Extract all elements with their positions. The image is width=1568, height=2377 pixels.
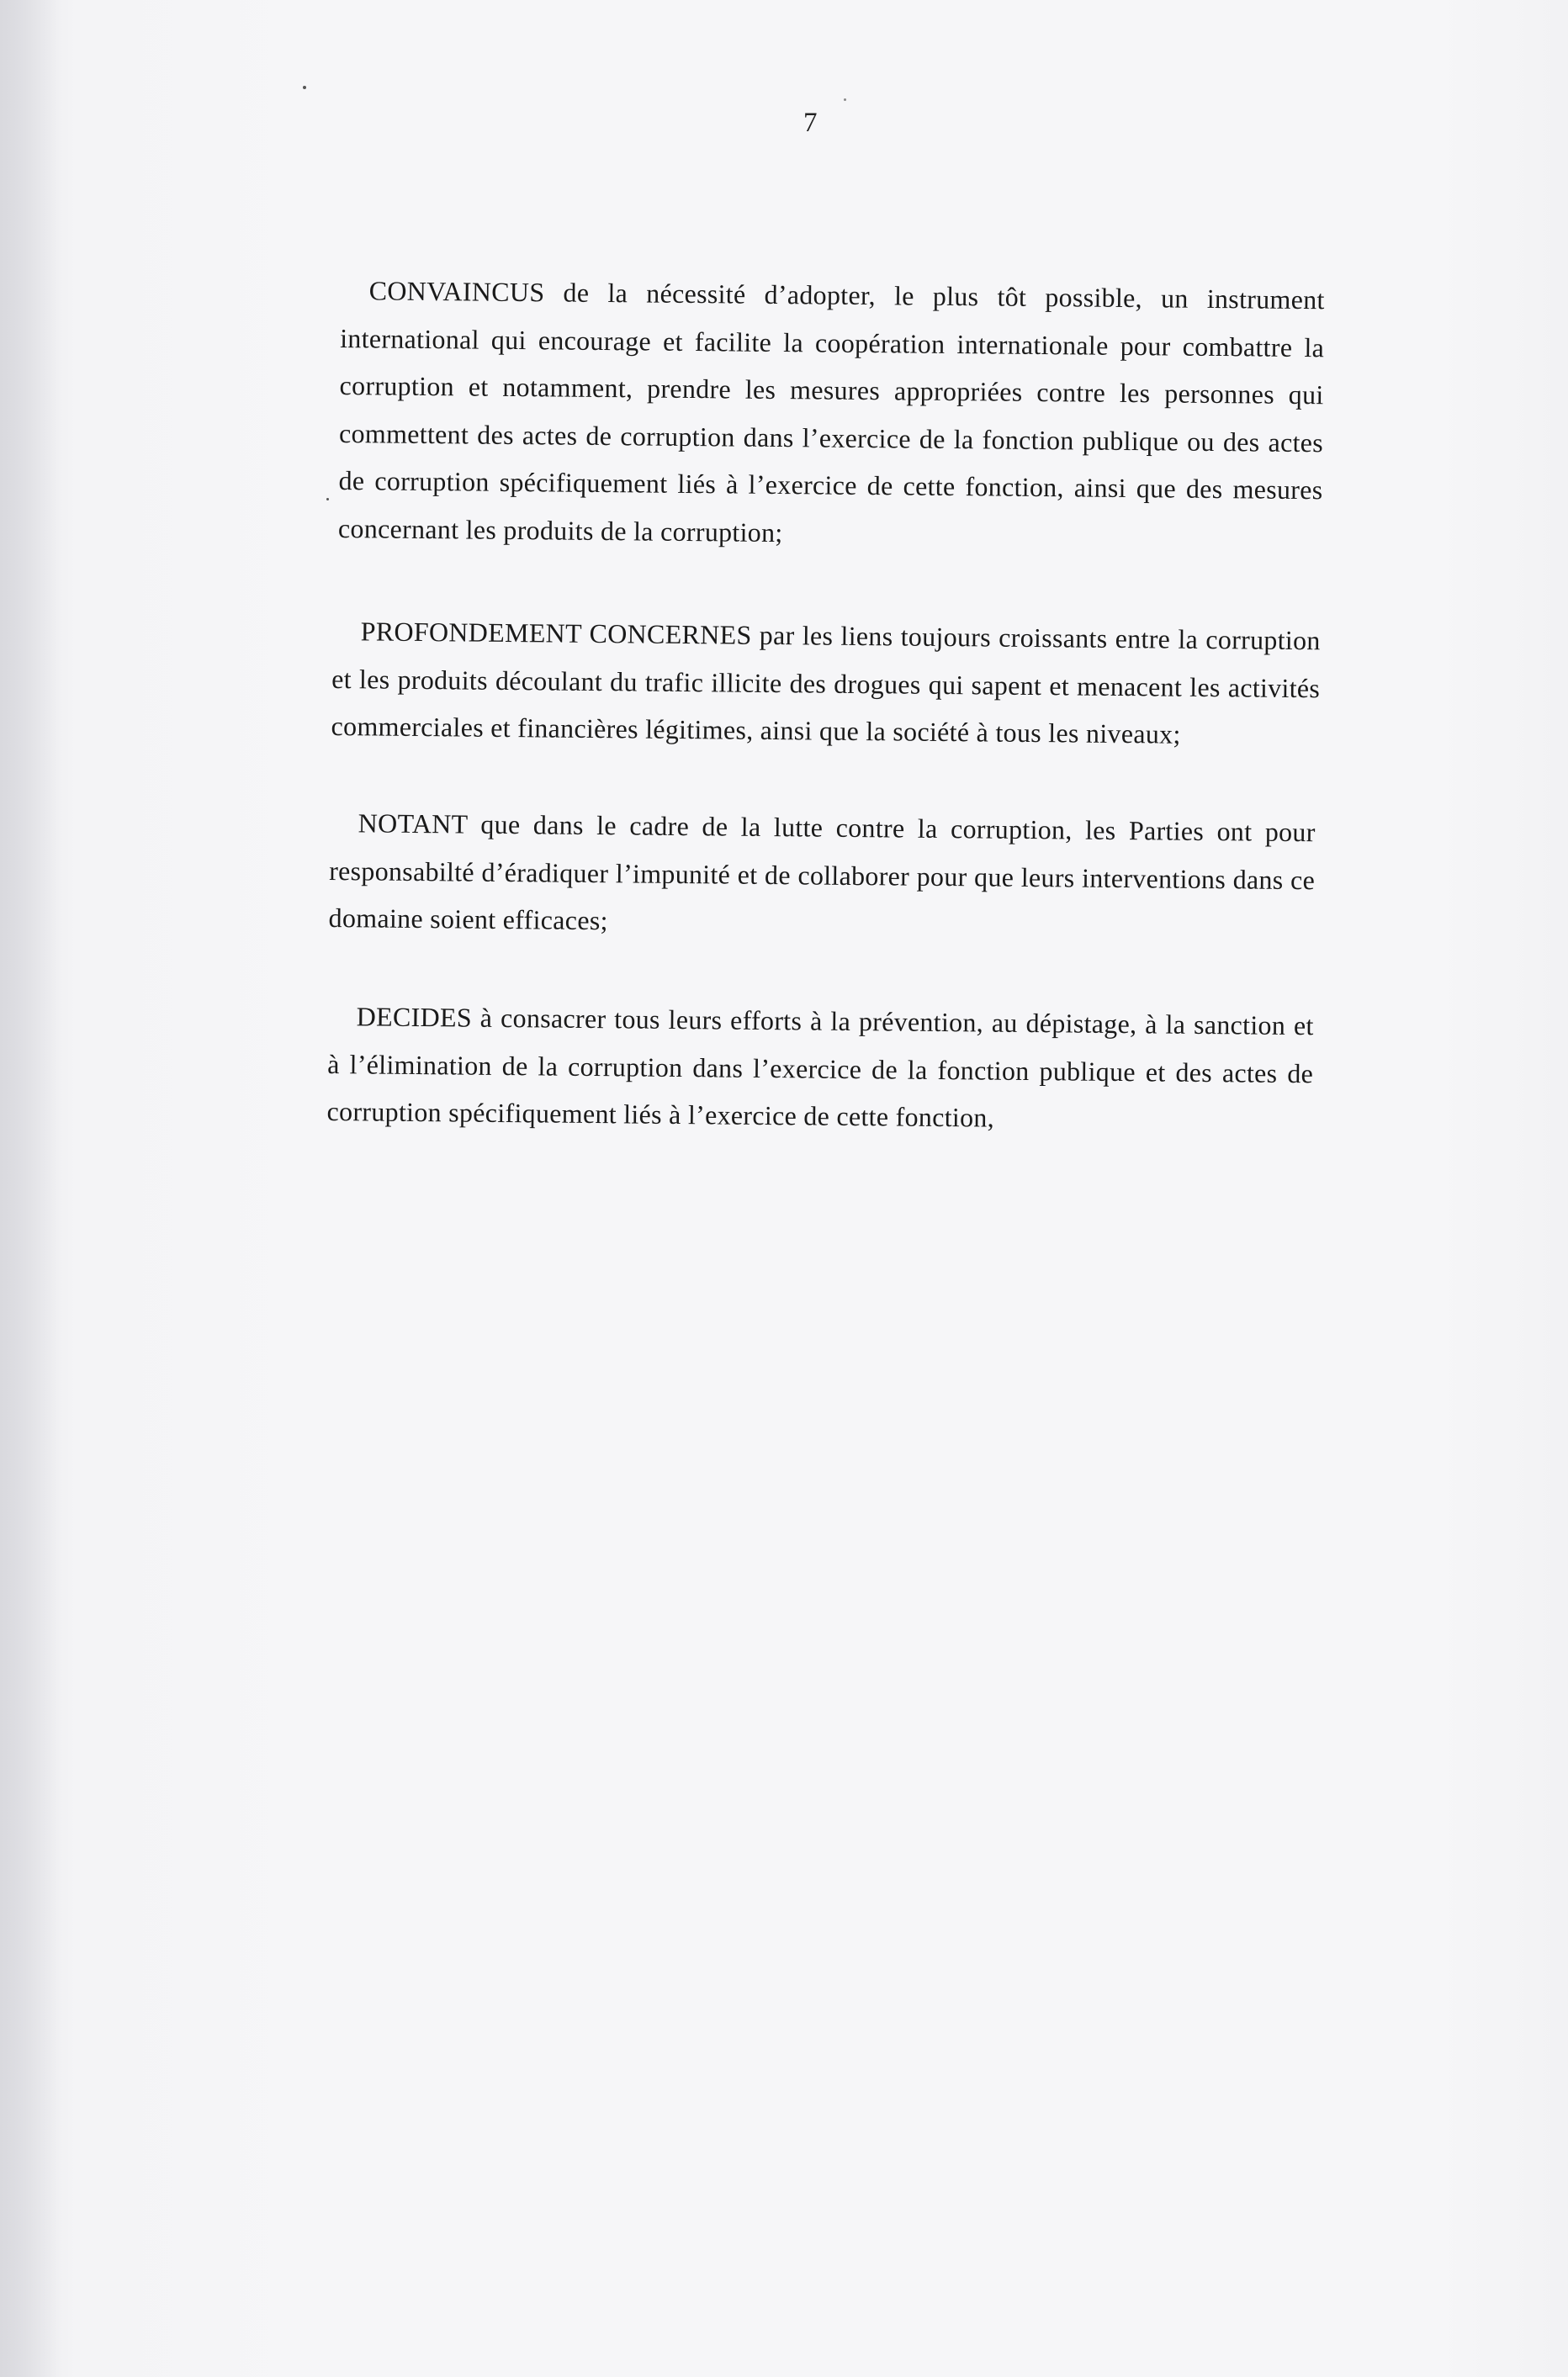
- page-number: 7: [803, 108, 818, 138]
- binding-shadow: [0, 0, 59, 2377]
- paragraph-lead-word: DECIDES: [356, 1001, 473, 1033]
- paragraph-convaincus: [338, 267, 1325, 561]
- scan-speck: [326, 498, 329, 500]
- paragraph-text: à consacrer tous leurs efforts à la prévention, au dépistage, à la sanction et à l’élimination de la corruption dans l’exercice de la fonction publique et des actes de corruption spécifiquement liés à l’exercice de cette fonction,: [326, 1002, 1314, 1133]
- paragraph-lead-word: NOTANT: [358, 807, 469, 839]
- paragraph-text: de la nécessité d’adopter, le plus tôt possible, un instrument international qui encourage et facilite la coopération internationale pour combattre la corruption et notamment, prendre les mesures appropriées contre les personnes qui commettent des actes de corruption dans l’exercice de la fonction publique ou des actes de corruption spécifiquement liés à l’exercice de cette fonction, ainsi que des mesures concernant les produits de la corruption;: [337, 277, 1325, 548]
- paragraph-text: que dans le cadre de la lutte contre la corruption, les Parties ont pour responsabilté d’éradiquer l’impunité et de collaborer pour que leurs interventions dans ce domaine soient efficaces;: [328, 808, 1316, 936]
- paragraph-profondement-concernes: [331, 607, 1321, 760]
- paragraph-notant: [328, 799, 1316, 951]
- paragraph-text: par les liens toujours croissants entre la corruption et les produits découlant du trafic illicite des drogues qui sapent et menacent les activités commerciales et financières légitimes, ainsi que la société à tous les niveaux;: [331, 619, 1321, 749]
- paragraph-lead-word: CONVAINCUS: [368, 275, 545, 308]
- scan-speck: [303, 86, 306, 89]
- paragraph-lead-word: PROFONDEMENT CONCERNES: [360, 616, 752, 650]
- paragraph-decides: [326, 993, 1314, 1145]
- scan-speck: [844, 98, 846, 101]
